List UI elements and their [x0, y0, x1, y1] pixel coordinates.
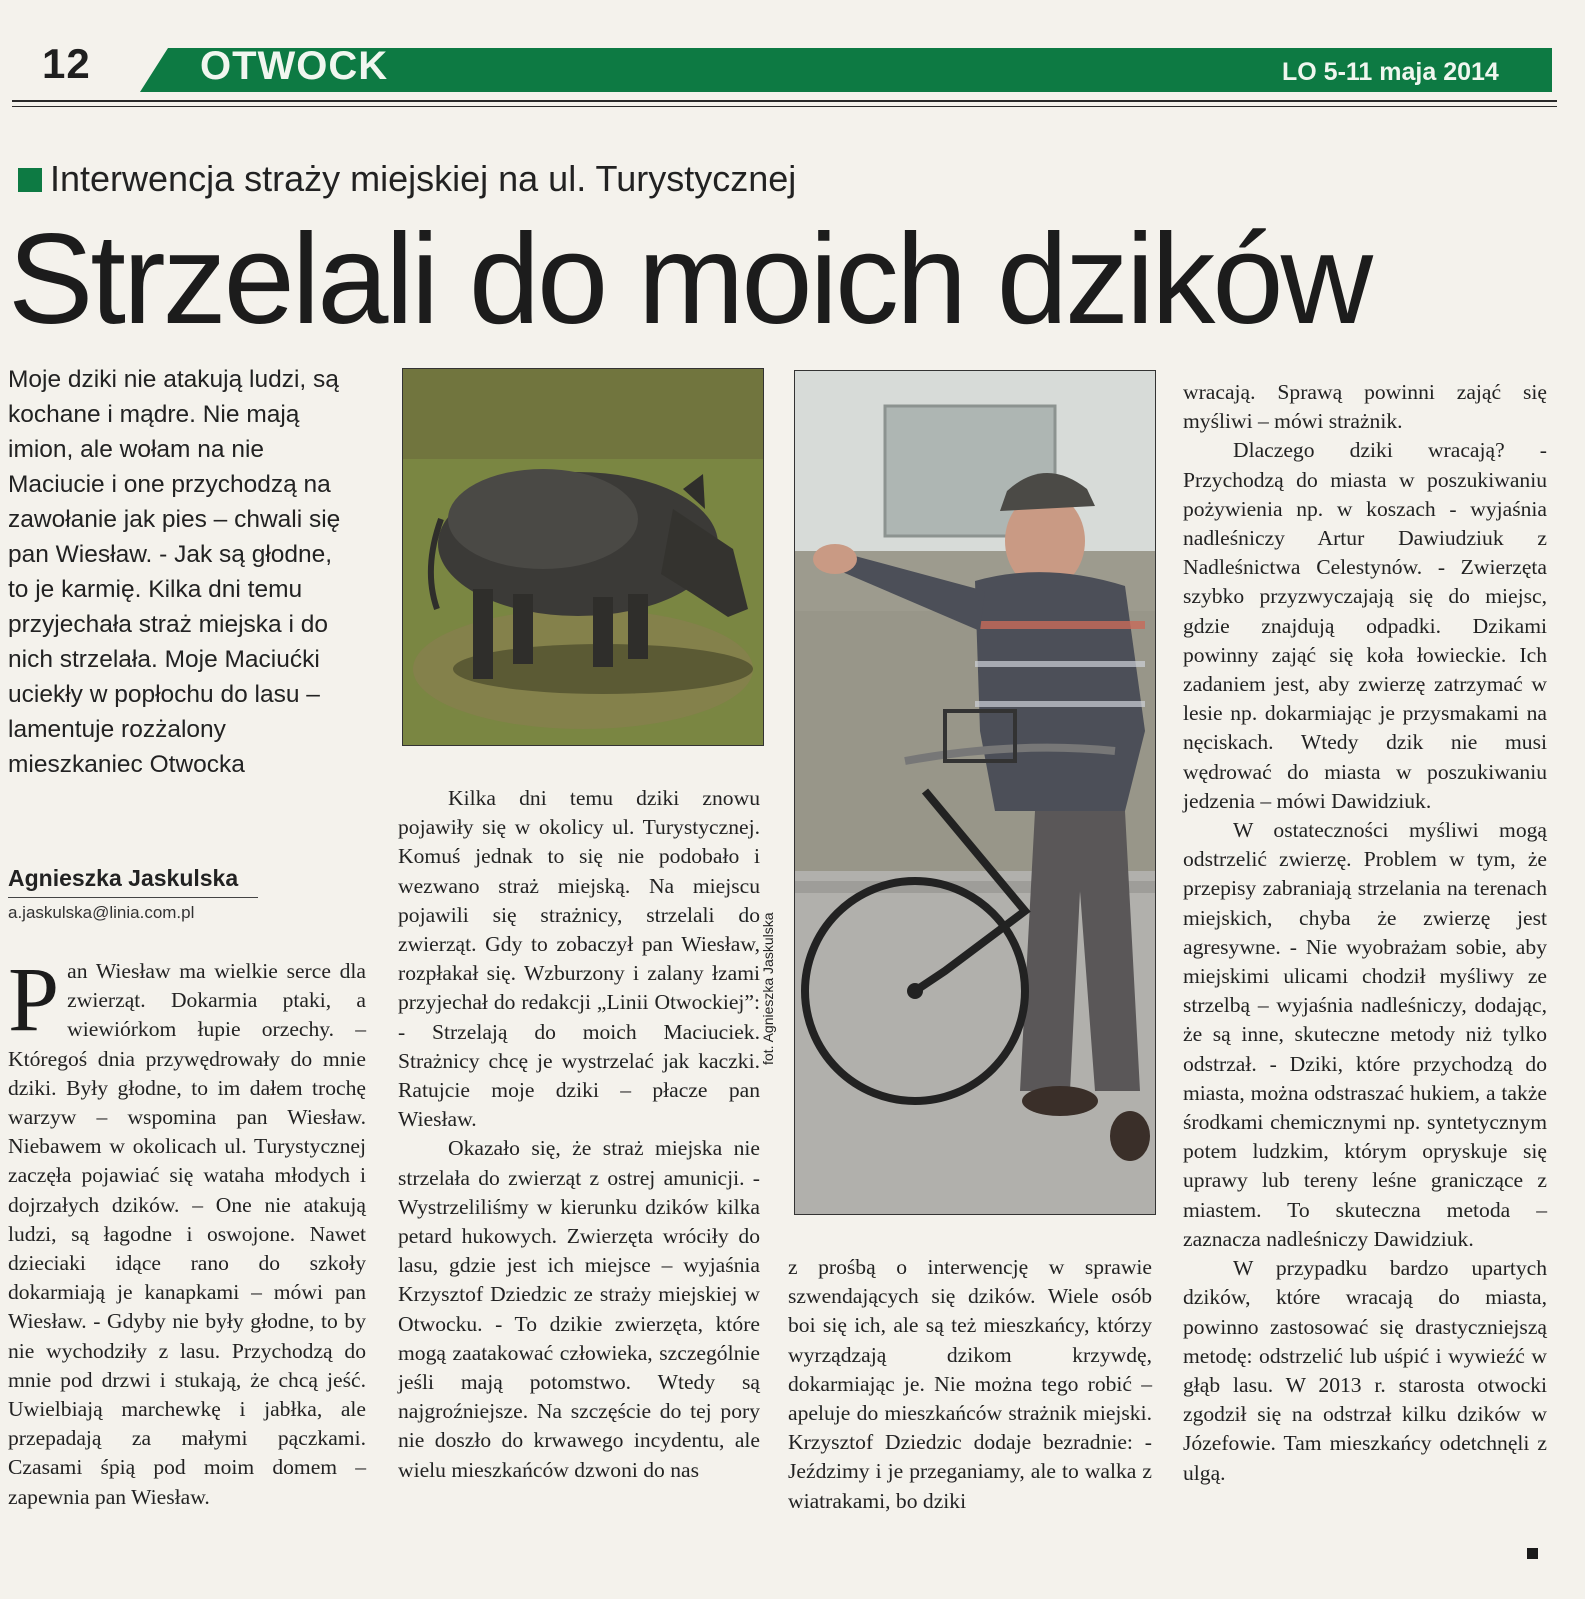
- kicker-square-icon: [18, 168, 42, 192]
- paragraph: Kilka dni temu dziki znowu pojawiły się w okolicy ul. Turystycznej. Komuś jednak to się nie podobało i wezwano straż miejską. Na miejscu pojawili się strażnicy, strzelali do zwierząt. Gdy to zobaczył pan Wiesław, rozpłakał się. Wzburzony i zalany łzami przyjechał do redakcji „Linii Otwockiej”: - Strzelają do moich Maciuciek. Strażnicy chcę je wystrzelać jak kaczki. Ratujcie moje dziki – płacze pan Wiesław.: [398, 786, 760, 1132]
- paragraph: W ostateczności myśliwi mogą odstrzelić zwierzę. Problem w tym, że przepisy zabraniają strzelania na terenach miejskich, chyba że zwierzę jest agresywne. - Nie wyobrażam sobie, aby miejskimi ulicami chodził myśliwy ze strzelbą – wyjaśnia nadleśniczy, dodając, że są inne, skuteczne metody niż tylko odstrzał. - Dziki, które przychodzą do miasta, można odstraszać hukiem, a także środkami chemicznymi np. syntetycznym potem ludzkim, którym opryskuje się uprawy lub tereny leśne graniczące z miastem. To skuteczna metoda – zaznacza nadleśniczy Dawidziuk.: [1183, 818, 1547, 1251]
- man-with-bicycle-photo: [794, 370, 1156, 1215]
- article-headline: Strzelali do moich dzików: [8, 208, 1370, 351]
- article-column-1: [8, 948, 366, 1512]
- issue-date: LO 5-11 maja 2014: [1282, 58, 1499, 86]
- drop-cap: P: [8, 948, 60, 1050]
- paragraph: z prośbą o interwencję w sprawie szwendających się dzików. Wiele osób boi się ich, ale są też mieszkańcy, którzy wyrządzają dzikom krzywdę, dokarmiając je. Nie można tego robić – apeluje do mieszkańców strażnik miejski. Krzysztof Dziedzic dodaje bezradnie: - Jeździmy i je przeganiamy, ale to walka z wiatrakami, bo dziki: [788, 1255, 1152, 1513]
- byline-divider: [8, 897, 258, 898]
- photo-credit: fot. Agnieszka Jaskulska: [760, 912, 776, 1065]
- header-rule: [12, 100, 1557, 102]
- end-mark-icon: [1527, 1548, 1538, 1559]
- article-column-4: [1183, 378, 1547, 1488]
- article-kicker: Interwencja straży miejskiej na ul. Turystycznej: [50, 158, 797, 199]
- paragraph-text: an Wiesław ma wielkie serce dla zwierząt. Dokarmia ptaki, a wiewiórkom łupie orzechy. – Któregoś dnia przywędrowały do mnie dziki. Były głodne, to im dałem trochę warzyw – wspomina pan Wiesław. Niebawem w okolicach ul. Turystycznej zaczęła pojawiać się wataha młodych i dojrzałych dzików. – One nie atakują ludzi, są łagodne i oswojone. Nawet dzieciaki idące rano do szkoły dokarmiają je kanapkami – mówi pan Wiesław. - Gdyby nie były głodne, to by nie wychodziły z lasu. Przychodzą do mnie pod drzwi i stukają, że chcą jeść. Uwielbiają marchewkę i jabłka, ale przepadają za małymi pączkami. Czasami śpią pod moim domem – zapewnia pan Wiesław.: [8, 959, 366, 1509]
- author-email: a.jaskulska@linia.com.pl: [8, 903, 195, 922]
- man-with-bicycle-illustration: [795, 371, 1155, 1214]
- wild-boar-photo: [402, 368, 764, 746]
- paragraph: W przypadku bardzo upartych dzików, które wracają do miasta, powinno zastosować się drastyczniejszą metodę: odstrzelić lub uśpić i wywieźć w głąb lasu. W 2013 r. starosta otwocki zgodził się na odstrzał kilku dzików w Józefowie. Tam mieszkańcy odetchnęli z ulgą.: [1183, 1256, 1547, 1485]
- header-rule-thin: [12, 106, 1557, 107]
- wild-boar-illustration: [403, 369, 763, 745]
- section-title: OTWOCK: [200, 44, 389, 88]
- paragraph: wracają. Sprawą powinni zająć się myśliwi – mówi strażnik.: [1183, 380, 1547, 434]
- paragraph: [8, 948, 366, 1512]
- page-number: 12: [42, 40, 91, 87]
- article-lead: Moje dziki nie atakują ludzi, są kochane i mądre. Nie mają imion, ale wołam na nie Maciucie i one przychodzą na zawołanie jak pies – chwali się pan Wiesław. - Jak są głodne, to je karmię. Kilka dni temu przyjechała straż miejska i do nich strzelała. Moje Maciućki uciekły w popłochu do lasu – lamentuje rozżalony mieszkaniec Otwocka: [8, 366, 341, 778]
- author-name: Agnieszka Jaskulska: [8, 865, 239, 891]
- paragraph: Okazało się, że straż miejska nie strzelała do zwierząt z ostrej amunicji. - Wystrzeliliśmy w kierunku dzików kilka petard hukowych. Zwierzęta wróciły do lasu, gdzie jest ich miejsce – wyjaśnia Krzysztof Dziedzic ze straży miejskiej w Otwocku. - To dzikie zwierzęta, które mogą zaatakować człowieka, szczególnie jeśli mają potomstwo. Wtedy są najgroźniejsze. Na szczęście do tej pory nie doszło do krwawego incydentu, ale wielu mieszkańców dzwoni do nas: [398, 1136, 760, 1482]
- article-column-2: [398, 784, 760, 1485]
- article-column-3: [788, 1253, 1152, 1516]
- paragraph: Dlaczego dziki wracają? - Przychodzą do miasta w poszukiwaniu pożywienia np. w koszach - wyjaśnia nadleśniczy Artur Dawiudziuk z Nadleśnictwa Celestynów. - Zwierzęta szybko przyzwyczajają się do miejsc, gdzie znajdują odpadki. Dzikami powinny zająć się koła łowieckie. Ich zadaniem jest, aby zwierzę zatrzymać w lesie np. dokarmiając je przysmakami na nęciskach. Wtedy dzik nie musi wędrować do miasta w poszukiwaniu jedzenia – mówi Dawidziuk.: [1183, 438, 1547, 813]
